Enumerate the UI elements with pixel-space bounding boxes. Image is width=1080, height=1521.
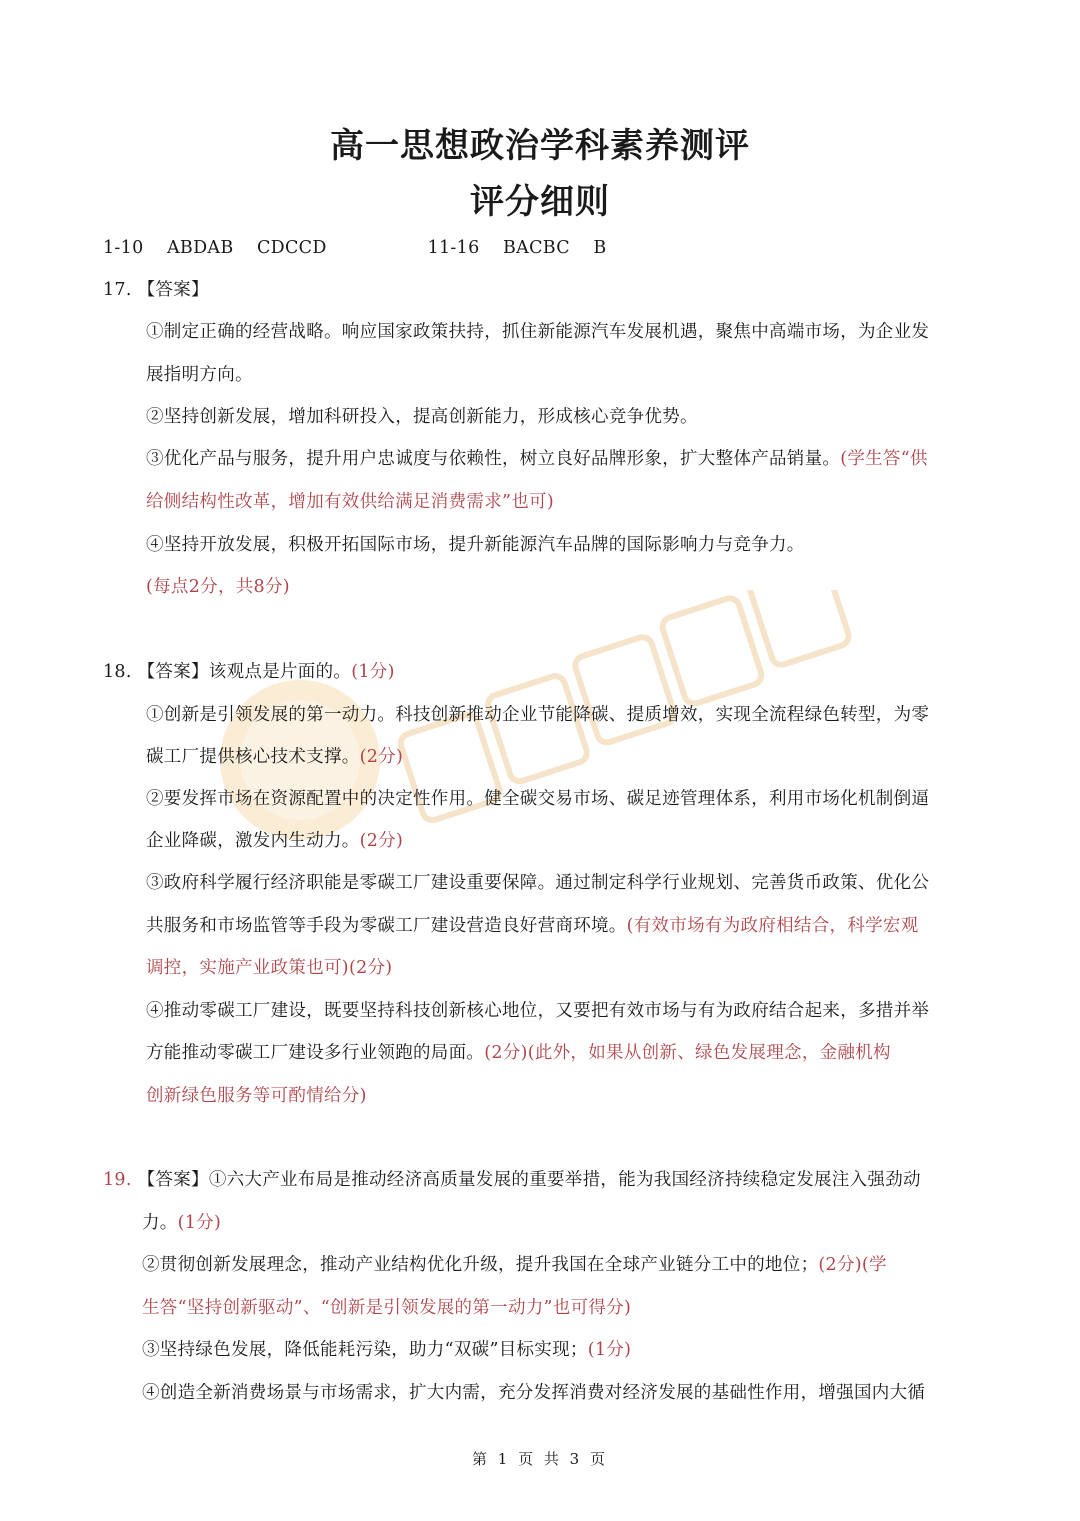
- q19-point3-score: (1分): [587, 1340, 632, 1360]
- q17-heading: [103, 278, 209, 302]
- q19-point2-text: ②贯彻创新发展理念，推动产业结构优化升级，提升我国在全球产业链分工中的地位；: [142, 1255, 819, 1275]
- q18-point4-line2: [146, 1041, 891, 1065]
- q18-point3-text: 共服务和市场监管等手段为零碳工厂建设营造良好营商环境。: [146, 916, 627, 936]
- q18-point1-line1: ①创新是引领发展的第一动力。科技创新推动企业节能降碳、提质增效，实现全流程绿色转型，为零: [146, 705, 930, 725]
- mcq-range-2: 11-16: [427, 238, 480, 258]
- q19-point1-text: ①六大产业布局是推动经济高质量发展的重要举措，能为我国经济持续稳定发展注入强劲动: [208, 1170, 921, 1190]
- q17-point1-line2: 展指明方向。: [146, 365, 253, 385]
- q19-point3: [142, 1338, 631, 1362]
- q17-point4: ④坚持开放发展，积极开拓国际市场，提升新能源汽车品牌的国际影响力与竞争力。: [146, 535, 805, 555]
- q18-point3-note-cont: 调控，实施产业政策也可): [146, 958, 349, 978]
- q18-point3-line1: ③政府科学履行经济职能是零碳工厂建设重要保障。通过制定科学行业规划、完善货币政策、优化公: [146, 873, 930, 893]
- q17-answer-tag: 【答案】: [137, 280, 209, 300]
- q18-point4-note: (2分)(此外，如果从创新、绿色发展理念，金融机构: [484, 1043, 891, 1063]
- mcq-range-1: 1-10: [103, 238, 144, 258]
- document-title: 高一思想政治学科素养测评: [330, 126, 750, 166]
- q18-number: 18.: [103, 662, 132, 682]
- q19-point1-score: (1分): [177, 1213, 222, 1233]
- q19-answer-tag: 【答案】: [137, 1170, 209, 1190]
- q18-point1-score: (2分): [359, 747, 404, 767]
- page-number: 第 1 页 共 3 页: [472, 1450, 608, 1468]
- q18-point2-text: 企业降碳，激发内生动力。: [146, 831, 360, 851]
- mcq-answers: [103, 236, 607, 260]
- q18-point4-line1: ④推动零碳工厂建设，既要坚持科技创新核心地位，又要把有效市场与有为政府结合起来，多措并举: [146, 1001, 930, 1021]
- mcq-group-2b: B: [593, 238, 607, 258]
- q18-point2-score: (2分): [359, 831, 404, 851]
- q18-point2-line2: [146, 829, 403, 853]
- q18-point3-score: (2分): [348, 958, 393, 978]
- q19-point2-note: (2分)(学: [818, 1255, 887, 1275]
- q18-heading-score: (1分): [351, 662, 395, 682]
- q18-answer-tag: 【答案】该观点是片面的。: [137, 662, 352, 682]
- mcq-group-2a: BACBC: [502, 238, 570, 258]
- q17-point1-line1: ①制定正确的经营战略。响应国家政策扶持，抓住新能源汽车发展机遇，聚焦中高端市场，为企业发: [146, 322, 930, 342]
- q19-point4: ④创造全新消费场景与市场需求，扩大内需，充分发挥消费对经济发展的基础性作用，增强国内大循: [142, 1383, 926, 1403]
- mcq-group-1b: CDCCD: [256, 238, 327, 258]
- q19-number: 19.: [103, 1170, 132, 1190]
- q18-point1-line2: [146, 745, 403, 769]
- q18-point2-line1: ②要发挥市场在资源配置中的决定性作用。健全碳交易市场、碳足迹管理体系，利用市场化机制倒逼: [146, 789, 930, 809]
- q17-point3-line1: [146, 447, 928, 471]
- q18-point3-line2: [146, 914, 919, 938]
- q19-point1-line2: [142, 1211, 221, 1235]
- q19-point3-text: ③坚持绿色发展，降低能耗污染，助力“双碳”目标实现；: [142, 1340, 588, 1360]
- q19-point2-line1: [142, 1253, 887, 1277]
- q18-point3-note: (有效市场有为政府相结合，科学宏观: [626, 916, 919, 936]
- q17-score-note: (每点2分，共8分): [146, 577, 290, 597]
- q17-point2: ②坚持创新发展，增加科研投入，提高创新能力，形成核心竞争优势。: [146, 407, 698, 427]
- q17-point3-text: ③优化产品与服务，提升用户忠诚度与依赖性，树立良好品牌形象，扩大整体产品销量。: [146, 449, 841, 469]
- q17-point3-note: (学生答“供: [840, 449, 928, 469]
- q19-heading: [103, 1168, 921, 1192]
- document-subtitle: 评分细则: [470, 182, 610, 222]
- q17-number: 17.: [103, 280, 132, 300]
- q18-point1-text: 碳工厂提供核心技术支撑。: [146, 747, 360, 767]
- q19-point2-note-line2: 生答“坚持创新驱动”、“创新是引领发展的第一动力”也可得分): [142, 1298, 632, 1318]
- q18-point4-text: 方能推动零碳工厂建设多行业领跑的局面。: [146, 1043, 485, 1063]
- q17-point3-note-line2: 给侧结构性改革，增加有效供给满足消费需求”也可): [146, 492, 554, 512]
- q18-point3-note-line2: [146, 956, 392, 980]
- q18-heading: [103, 660, 395, 684]
- mcq-group-1a: ABDAB: [166, 238, 234, 258]
- q18-point4-note-line2: 创新绿色服务等可酌情给分): [146, 1086, 367, 1106]
- q19-point1-cont: 力。: [142, 1213, 178, 1233]
